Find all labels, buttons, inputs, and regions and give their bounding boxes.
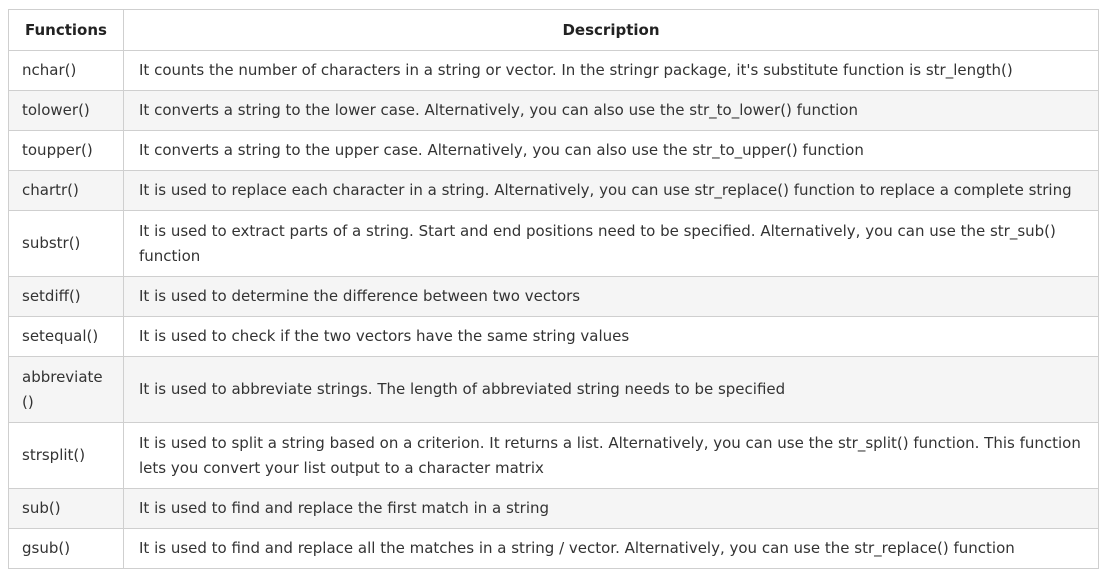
function-name: gsub() <box>9 529 124 569</box>
function-name: substr() <box>9 211 124 277</box>
function-description: It converts a string to the upper case. Alternatively, you can also use the str_to_upper() function <box>124 131 1099 171</box>
function-name: sub() <box>9 489 124 529</box>
function-description: It is used to extract parts of a string. Start and end positions need to be specified. Alternatively, you can use the str_sub() function <box>124 211 1099 277</box>
function-description: It is used to find and replace all the matches in a string / vector. Alternatively, you can use the str_replace() function <box>124 529 1099 569</box>
function-description: It is used to split a string based on a criterion. It returns a list. Alternatively, you can use the str_split() function. This function lets you convert your list output to a character matrix <box>124 423 1099 489</box>
function-name: chartr() <box>9 171 124 211</box>
function-name: abbreviate () <box>9 357 124 423</box>
string-functions-table-container <box>8 9 1099 569</box>
function-description: It converts a string to the lower case. Alternatively, you can also use the str_to_lower() function <box>124 91 1099 131</box>
table-header-row <box>9 10 1099 51</box>
table-row <box>9 317 1099 357</box>
function-name: strsplit() <box>9 423 124 489</box>
header-functions: Functions <box>9 10 124 51</box>
table-row <box>9 529 1099 569</box>
table-row <box>9 171 1099 211</box>
header-description: Description <box>124 10 1099 51</box>
function-description: It is used to determine the difference between two vectors <box>124 277 1099 317</box>
table-row <box>9 91 1099 131</box>
function-name: setdiff() <box>9 277 124 317</box>
function-description: It is used to find and replace the first match in a string <box>124 489 1099 529</box>
table-row <box>9 357 1099 423</box>
table-row <box>9 277 1099 317</box>
function-name: toupper() <box>9 131 124 171</box>
function-description: It is used to check if the two vectors have the same string values <box>124 317 1099 357</box>
function-name: tolower() <box>9 91 124 131</box>
table-row <box>9 489 1099 529</box>
function-name: nchar() <box>9 51 124 91</box>
function-description: It is used to abbreviate strings. The length of abbreviated string needs to be specified <box>124 357 1099 423</box>
function-description: It is used to replace each character in a string. Alternatively, you can use str_replace() function to replace a complete string <box>124 171 1099 211</box>
function-description: It counts the number of characters in a string or vector. In the stringr package, it's substitute function is str_length() <box>124 51 1099 91</box>
function-name: setequal() <box>9 317 124 357</box>
table-row <box>9 211 1099 277</box>
string-functions-table <box>8 9 1099 569</box>
table-row <box>9 131 1099 171</box>
table-row <box>9 51 1099 91</box>
table-row <box>9 423 1099 489</box>
